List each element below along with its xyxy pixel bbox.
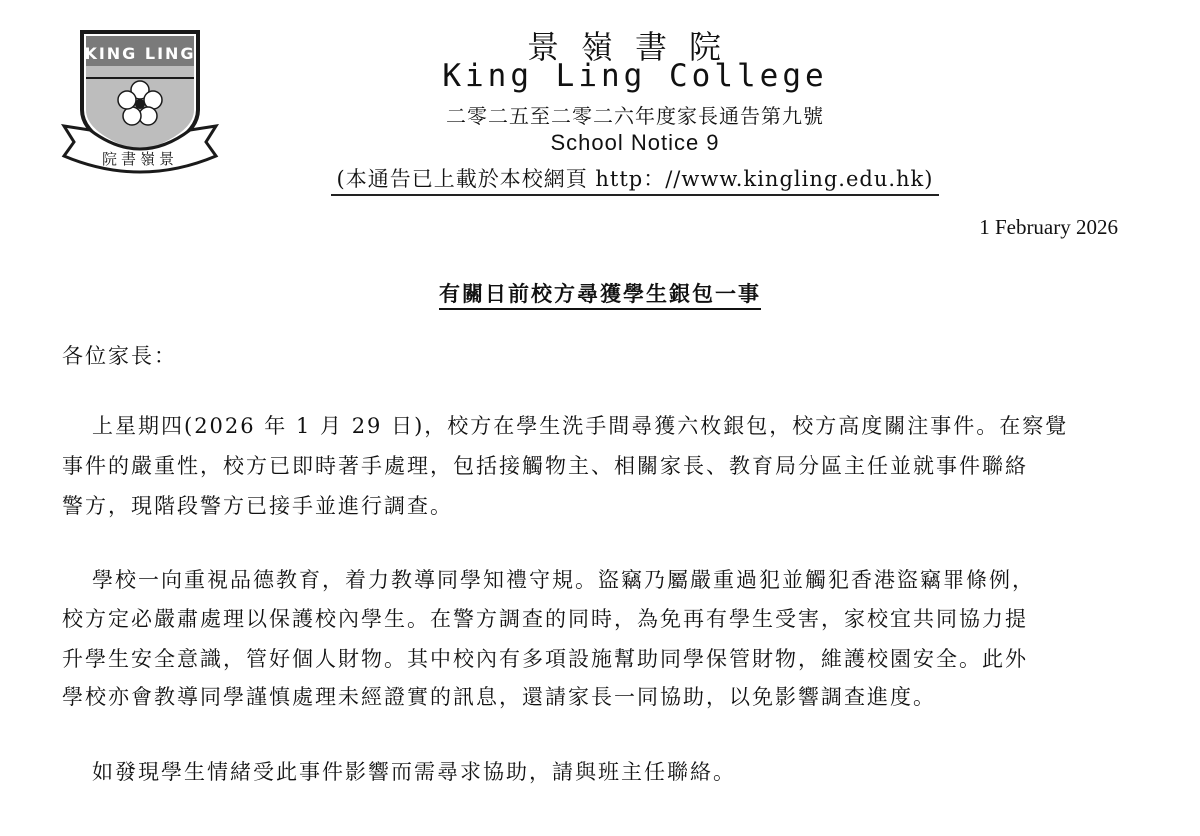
paragraph-1-line-1: 上星期四(2026 年 1 月 29 日)，校方在學生洗手間尋獲六枚銀包，校方高度關注事件。在察覺 xyxy=(92,414,1069,438)
website-note xyxy=(270,163,1000,196)
crest-ribbon-text: 院書嶺景 xyxy=(101,150,179,168)
paragraph-1-line-2: 事件的嚴重性，校方已即時著手處理，包括接觸物主、相關家長、教育局分區主任並就事件聯絡 xyxy=(62,454,1028,478)
paragraph-2-line-2: 校方定必嚴肅處理以保護校內學生。在警方調查的同時，為免再有學生受害，家校宜共同協力提 xyxy=(62,607,1028,631)
salutation: 各位家長： xyxy=(62,344,177,368)
paragraph-1-line-3: 警方，現階段警方已接手並進行調查。 xyxy=(62,494,453,518)
notice-date: 1 February 2026 xyxy=(979,215,1118,239)
school-name-english: King Ling College xyxy=(442,58,828,94)
notice-number-chinese: 二零二五至二零二六年度家長通告第九號 xyxy=(446,104,824,128)
school-crest-logo xyxy=(60,18,220,178)
paragraph-2-line-1: 學校一向重視品德教育，着力教導同學知禮守規。盜竊乃屬嚴重過犯並觸犯香港盜竊罪條例， xyxy=(92,568,1035,592)
school-name-chinese: 景嶺書院 xyxy=(526,28,743,66)
crest-banner-text: KING LING xyxy=(84,44,196,63)
notice-subject-text: 有關日前校方尋獲學生銀包一事 xyxy=(439,281,761,310)
paragraph-2-line-3: 升學生安全意識，管好個人財物。其中校內有多項設施幫助同學保管財物，維護校園安全。此外 xyxy=(62,647,1028,671)
paragraph-2-line-4: 學校亦會教導同學謹慎處理未經證實的訊息，還請家長一同協助，以免影響調查進度。 xyxy=(62,685,936,709)
notice-number-english: School Notice 9 xyxy=(550,130,720,155)
notice-subject xyxy=(0,278,1200,308)
website-note-text: (本通告已上載於本校網頁 http：//www.kingling.edu.hk) xyxy=(331,163,940,196)
paragraph-3-line-1: 如發現學生情緒受此事件影響而需尋求協助，請與班主任聯絡。 xyxy=(92,760,736,784)
crest-emblem-icon xyxy=(60,18,220,178)
